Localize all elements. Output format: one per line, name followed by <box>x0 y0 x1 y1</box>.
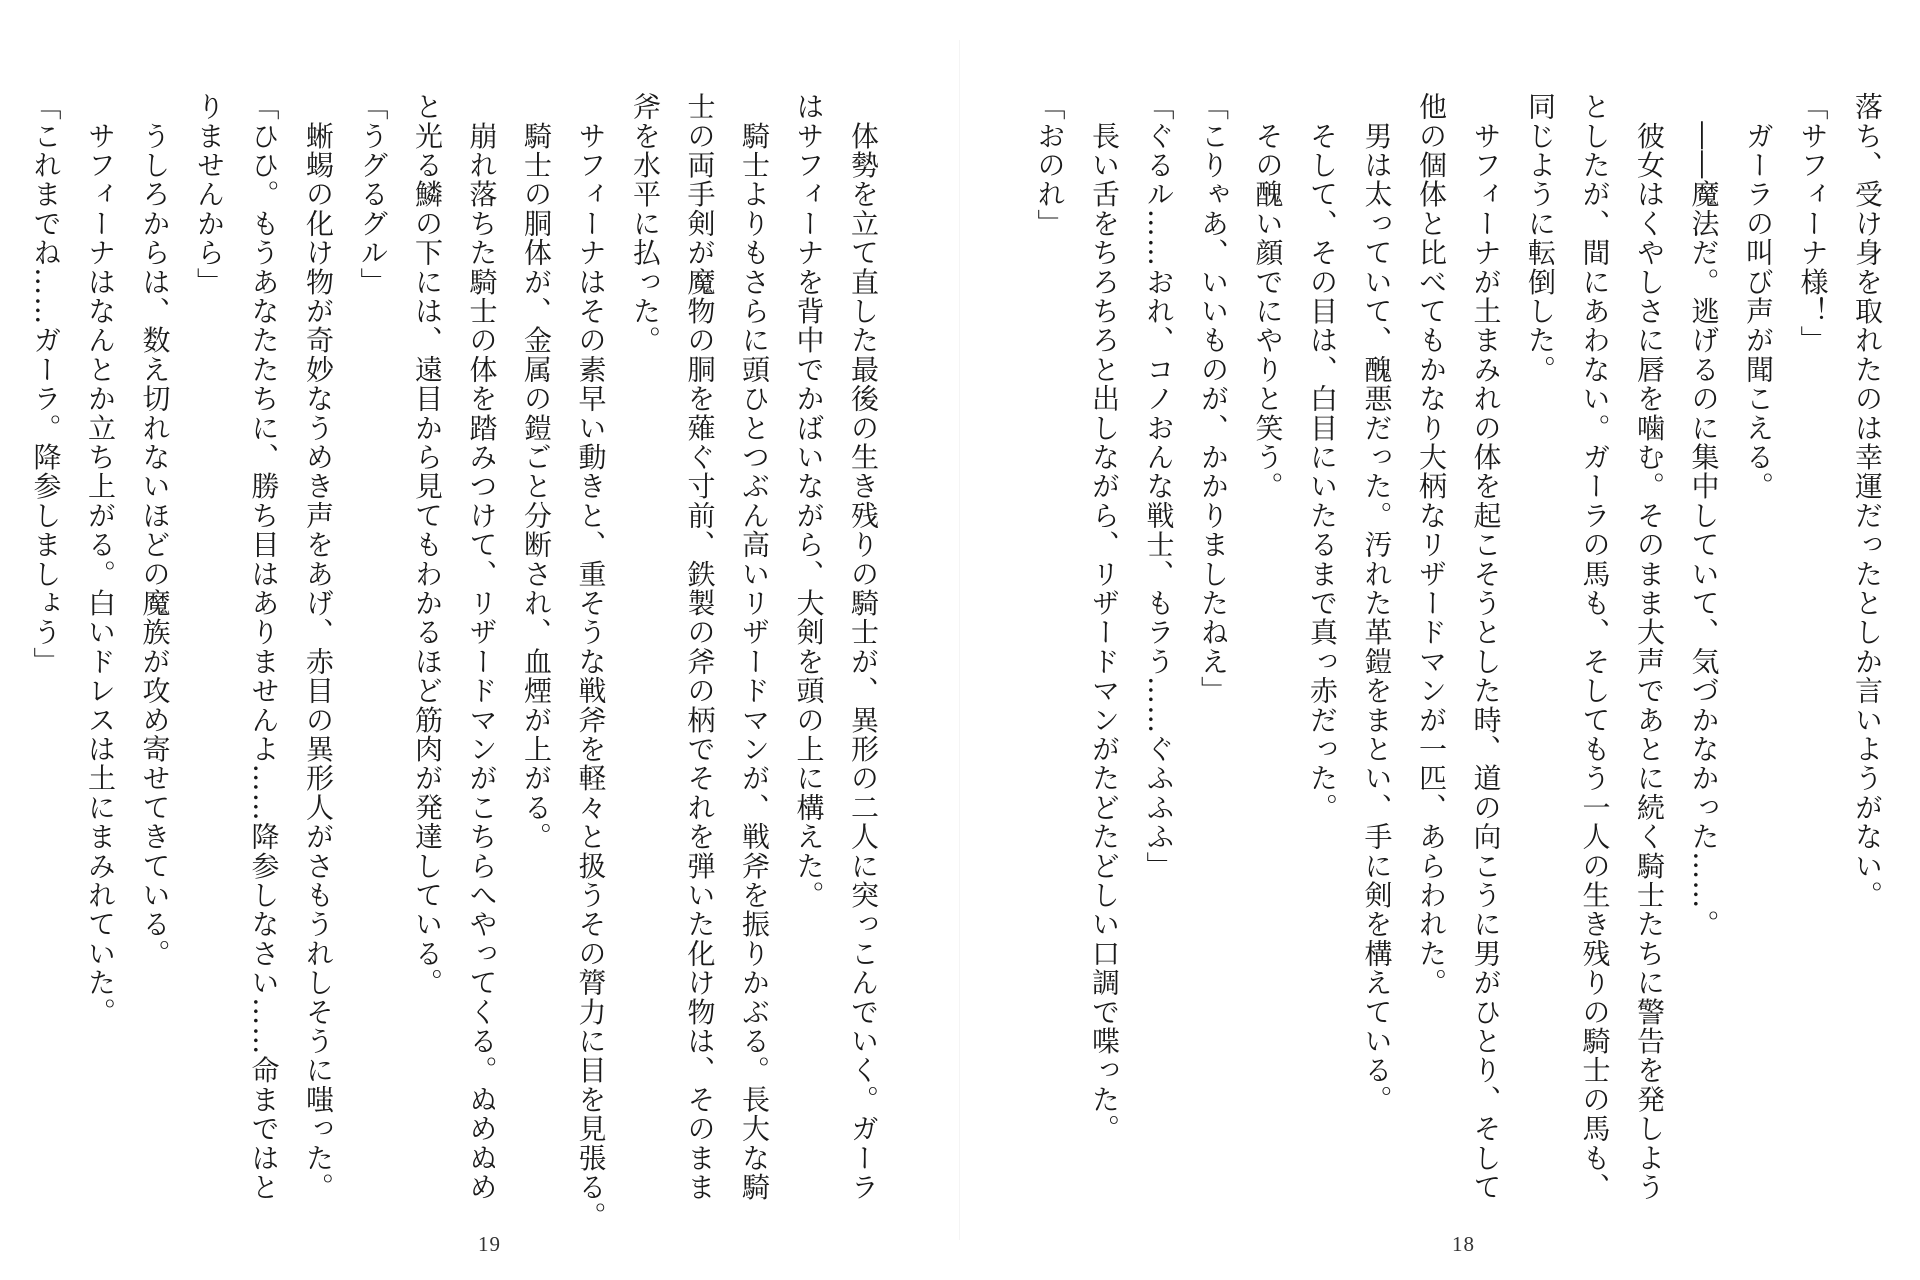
text-line: 長い舌をちろちろと出しながら、リザードマンがたどたどしい口調で喋った。 <box>1088 92 1121 1144</box>
text-line: 同じように転倒した。 <box>1524 92 1557 384</box>
text-line: としたが、間にあわない。ガーラの馬も、そしてもう一人の生き残りの騎士の馬も、 <box>1578 92 1612 1202</box>
text-line: 崩れ落ちた騎士の体を踏みつけて、リザードマンがこちらへやってくる。ぬめぬめ <box>465 92 499 1202</box>
text-line: と光る鱗の下には、遠目から見てもわかるほど筋肉が発達している。 <box>411 92 444 998</box>
text-line: サフィーナが土まみれの体を起こそうとした時、道の向こうに男がひとり、そして <box>1469 92 1503 1202</box>
text-line: その醜い顔でにやりと笑う。 <box>1251 92 1285 501</box>
text-line: 「これまでね……ガーラ。降参しましょう」 <box>29 92 63 676</box>
text-line: ガーラの叫び声が聞こえる。 <box>1742 92 1775 501</box>
text-line: サフィーナはなんとか立ち上がる。白いドレスは土にまみれていた。 <box>84 92 117 1027</box>
left-page-text <box>29 92 890 1231</box>
text-line: サフィーナはその素早い動きと、重そうな戦斧を軽々と扱うその膂力に目を見張る。 <box>574 92 608 1231</box>
text-line: そして、その目は、白目にいたるまで真っ赤だった。 <box>1306 92 1339 822</box>
text-line: 士の両手剣が魔物の胴を薙ぐ寸前、鉄製の斧の柄でそれを弾いた化け物は、そのまま <box>683 92 717 1202</box>
page-number: 18 <box>1452 1232 1475 1256</box>
text-line: 騎士よりもさらに頭ひとつぶん高いリザードマンが、戦斧を振りかぶる。長大な騎 <box>738 92 771 1202</box>
text-line: 斧を水平に払った。 <box>629 92 662 355</box>
text-line: 他の個体と比べてもかなり大柄なリザードマンが一匹、あらわれた。 <box>1415 92 1448 998</box>
text-line: うしろからは、数え切れないほどの魔族が攻め寄せてきている。 <box>138 92 172 968</box>
text-line: 「ぐるル……おれ、コノおんな戦士、もラう……ぐふふふ」 <box>1142 92 1176 881</box>
text-line: 「うグるグル」 <box>356 92 390 297</box>
text-line: 体勢を立て直した最後の生き残りの騎士が、異形の二人に突っこんでいく。ガーラ <box>847 92 880 1202</box>
text-line: 「おのれ」 <box>1033 92 1067 238</box>
right-page <box>960 0 1920 1280</box>
text-line: ――魔法だ。逃げるのに集中していて、気づかなかった……。 <box>1687 92 1721 939</box>
right-page-text <box>1034 92 1894 1222</box>
text-line: 「サフィーナ様！」 <box>1796 92 1830 355</box>
text-line: はサフィーナを背中でかばいながら、大剣を頭の上に構えた。 <box>792 92 826 910</box>
text-line: 「ひひ。もうあなたたちに、勝ち目はありませんよ……降参しなさい……命まではと <box>247 92 281 1202</box>
text-line: 騎士の胴体が、金属の鎧ごと分断され、血煙が上がる。 <box>520 92 553 852</box>
text-line: 蜥蜴の化け物が奇妙なうめき声をあげ、赤目の異形人がさもうれしそうに嗤った。 <box>302 92 335 1202</box>
text-line: 彼女はくやしさに唇を噛む。そのまま大声であとに続く騎士たちに警告を発しよう <box>1633 92 1666 1202</box>
text-line: 落ち、受け身を取れたのは幸運だったとしか言いようがない。 <box>1851 92 1884 910</box>
text-line: りませんから」 <box>193 92 226 297</box>
page-number: 19 <box>478 1232 501 1256</box>
text-line: 男は太っていて、醜悪だった。汚れた革鎧をまとい、手に剣を構えている。 <box>1360 92 1394 1115</box>
text-line: 「こりゃあ、いいものが、かかりましたねえ」 <box>1197 92 1230 706</box>
